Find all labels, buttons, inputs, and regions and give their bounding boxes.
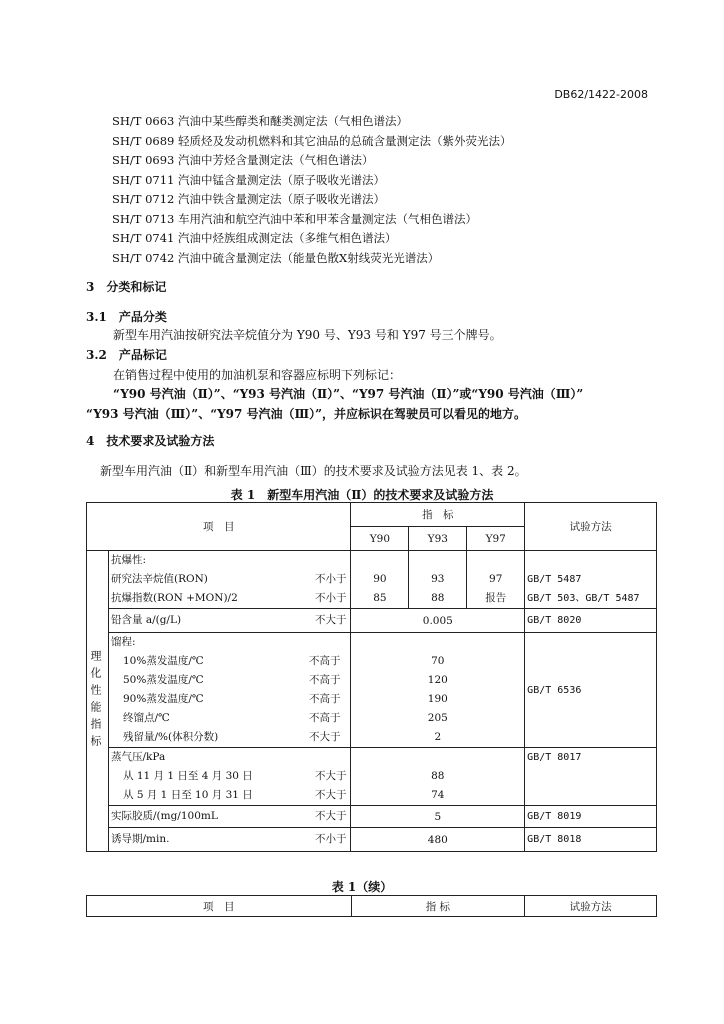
product-marks-line-2: “Y93 号汽油（Ⅲ）”、“Y97 号汽油（Ⅲ）”，并应标识在驾驶员可以看见的地方。 [86, 407, 527, 421]
document-number: DB62/1422-2008 [554, 88, 648, 101]
ron-method: GB/T 5487 [527, 574, 582, 585]
standard-ref: SH/T 0741 汽油中烃族组成测定法（多维气相色谱法） [112, 231, 397, 245]
distillation-method: GB/T 6536 [525, 633, 657, 748]
category-label: 理化性能指标 [89, 650, 102, 752]
cont-header-index: 指 标 [351, 896, 525, 917]
distillation-10-label: 10%蒸发温度/℃ [122, 655, 204, 667]
lead-limit: 不大于 [314, 614, 347, 626]
distillation-item [108, 633, 350, 748]
section-3-1-heading: 3.1 产品分类 [86, 310, 167, 324]
header-item: 项 目 [87, 503, 351, 551]
section-4-heading: 4 技术要求及试验方法 [86, 434, 215, 448]
y90-values [351, 551, 409, 609]
standard-ref: SH/T 0693 汽油中芳烃含量测定法（气相色谱法） [112, 153, 374, 167]
gum-limit: 不大于 [314, 810, 347, 822]
standard-ref: SH/T 0713 车用汽油和航空汽油中苯和甲苯含量测定法（气相色谱法） [112, 212, 478, 226]
distillation-50-value: 120 [427, 674, 448, 686]
header-grade-y93: Y93 [409, 527, 467, 551]
table-1-cont-caption: 表 1（续） [331, 880, 393, 894]
header-index: 指 标 [351, 503, 525, 527]
lead-item [108, 609, 350, 633]
vapor-summer-label: 从 5 月 1 日至 10 月 31 日 [122, 789, 253, 801]
lead-method: GB/T 8020 [525, 609, 657, 633]
header-grade-y90: Y90 [351, 527, 409, 551]
distillation-title: 馏程: [110, 636, 136, 648]
distillation-10-limit: 不高于 [308, 655, 341, 667]
induction-label: 诱导期/min. [110, 833, 170, 845]
induction-item [108, 828, 350, 852]
induction-value: 480 [351, 828, 525, 852]
y97-values [467, 551, 525, 609]
final-boiling-label: 终馏点/℃ [122, 712, 170, 724]
distillation-50-limit: 不高于 [308, 674, 341, 686]
vapor-winter-label: 从 11 月 1 日至 4 月 30 日 [122, 770, 253, 782]
table-1 [86, 502, 657, 852]
table-1-caption: 表 1 新型车用汽油（Ⅱ）的技术要求及试验方法 [230, 488, 494, 502]
gum-method: GB/T 8019 [525, 806, 657, 828]
y93-values [409, 551, 467, 609]
vapor-title: 蒸气压/kPa [110, 751, 166, 763]
vapor-winter-value: 88 [431, 770, 445, 782]
lead-value: 0.005 [351, 609, 525, 633]
distillation-10-value: 70 [431, 655, 445, 667]
antiknock-methods [525, 551, 657, 609]
final-boiling-value: 205 [427, 712, 448, 724]
induction-limit: 不小于 [314, 833, 347, 845]
residue-limit: 不大于 [308, 731, 341, 743]
header-method: 试验方法 [525, 503, 657, 551]
section-4-text: 新型车用汽油（Ⅱ）和新型车用汽油（Ⅲ）的技术要求及试验方法见表 1、表 2。 [100, 464, 527, 478]
section-3-2-heading: 3.2 产品标记 [86, 348, 167, 362]
antiknock-index-method: GB/T 503、GB/T 5487 [527, 593, 640, 604]
vapor-winter-limit: 不大于 [314, 770, 347, 782]
antiknock-index-label: 抗爆指数(RON +MON)/2 [110, 592, 238, 604]
antiknock-index-y90: 85 [373, 592, 387, 604]
residue-value: 2 [434, 731, 442, 743]
ron-y93: 93 [431, 573, 445, 585]
standard-ref: SH/T 0689 轻质烃及发动机燃料和其它油品的总硫含量测定法（紫外荧光法） [112, 134, 512, 148]
gum-label: 实际胶质/(mg/100mL [110, 810, 218, 822]
antiknock-index-limit: 不小于 [314, 592, 347, 604]
distillation-90-value: 190 [427, 693, 448, 705]
lead-label: 铅含量 a/(g/L) [110, 614, 182, 626]
cont-header-method: 试验方法 [525, 896, 657, 917]
distillation-50-label: 50%蒸发温度/℃ [122, 674, 204, 686]
category-cell [87, 551, 109, 852]
header-grade-y97: Y97 [467, 527, 525, 551]
gum-value: 5 [351, 806, 525, 828]
antiknock-item [108, 551, 350, 609]
induction-method: GB/T 8018 [525, 828, 657, 852]
vapor-item [108, 748, 350, 806]
product-marks-line-1: “Y90 号汽油（Ⅱ）”、“Y93 号汽油（Ⅱ）”、“Y97 号汽油（Ⅱ）”或“Y90 号汽油（Ⅲ）” [113, 387, 584, 401]
section-3-heading: 3 分类和标记 [86, 280, 167, 294]
section-3-1-text: 新型车用汽油按研究法辛烷值分为 Y90 号、Y93 号和 Y97 号三个牌号。 [113, 328, 502, 342]
gum-item [108, 806, 350, 828]
cont-header-item: 项 目 [87, 896, 352, 917]
antiknock-index-y93: 88 [431, 592, 445, 604]
residue-label: 残留量/%(体积分数) [122, 731, 219, 743]
vapor-method [525, 748, 657, 806]
ron-limit: 不小于 [314, 573, 347, 585]
standard-ref: SH/T 0711 汽油中锰含量测定法（原子吸收光谱法） [112, 173, 386, 187]
table-1-continued [86, 895, 657, 917]
distillation-values [351, 633, 525, 748]
distillation-90-label: 90%蒸发温度/℃ [122, 693, 204, 705]
distillation-90-limit: 不高于 [308, 693, 341, 705]
vapor-values [351, 748, 525, 806]
standard-ref: SH/T 0712 汽油中铁含量测定法（原子吸收光谱法） [112, 192, 386, 206]
section-3-2-text: 在销售过程中使用的加油机泵和容器应标明下列标记： [113, 368, 402, 382]
final-boiling-limit: 不高于 [308, 712, 341, 724]
antiknock-index-y97: 报告 [485, 592, 507, 604]
ron-y90: 90 [373, 573, 387, 585]
vapor-summer-limit: 不大于 [314, 789, 347, 801]
standard-ref: SH/T 0663 汽油中某些醇类和醚类测定法（气相色谱法） [112, 114, 409, 128]
standard-ref: SH/T 0742 汽油中硫含量测定法（能量色散X射线荧光光谱法） [112, 251, 440, 265]
ron-y97: 97 [489, 573, 503, 585]
vapor-method-text: GB/T 8017 [527, 752, 582, 763]
ron-label: 研究法辛烷值(RON) [110, 573, 208, 585]
antiknock-title: 抗爆性: [110, 554, 147, 566]
vapor-summer-value: 74 [431, 789, 445, 801]
